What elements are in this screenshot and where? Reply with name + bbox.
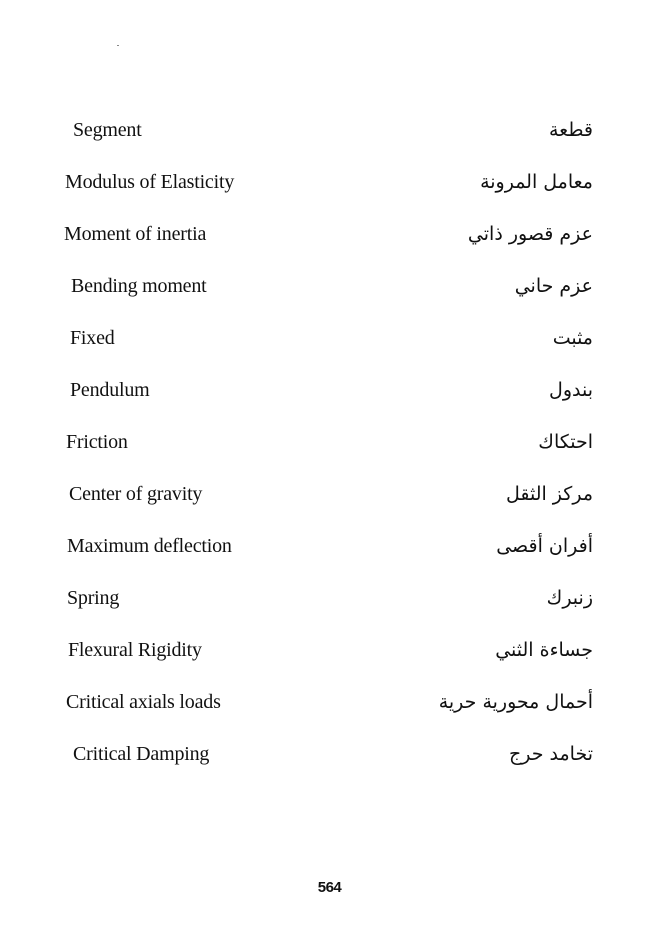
scan-speck <box>117 45 119 46</box>
arabic-term: مثبت <box>552 327 593 349</box>
english-term: Critical Damping <box>73 743 210 765</box>
arabic-term: عزم حاني <box>514 275 593 297</box>
english-term: Critical axials loads <box>66 691 221 713</box>
arabic-term: أحمال محورية حرية <box>438 691 593 713</box>
glossary-row <box>0 530 659 582</box>
english-term: Moment of inertia <box>64 223 207 245</box>
english-term: Spring <box>67 587 120 609</box>
english-term: Flexural Rigidity <box>68 639 202 661</box>
glossary-row <box>0 426 659 478</box>
glossary-row <box>0 374 659 426</box>
english-term: Center of gravity <box>69 483 203 505</box>
glossary-row <box>0 218 659 270</box>
glossary-row <box>0 322 659 374</box>
glossary-row <box>0 166 659 218</box>
glossary-row <box>0 634 659 686</box>
page-number: 564 <box>317 879 342 896</box>
arabic-term: احتكاك <box>538 431 593 453</box>
english-term: Fixed <box>70 327 115 349</box>
arabic-term: معامل المرونة <box>480 171 593 193</box>
arabic-term: زنبرك <box>546 587 593 609</box>
glossary-row <box>0 686 659 738</box>
english-term: Pendulum <box>70 379 150 401</box>
english-term: Friction <box>66 431 128 453</box>
glossary-row <box>0 582 659 634</box>
glossary-row <box>0 478 659 530</box>
arabic-term: تخامد حرج <box>508 743 593 765</box>
arabic-term: عزم قصور ذاتي <box>467 223 593 245</box>
english-term: Segment <box>73 119 142 141</box>
arabic-term: قطعة <box>548 119 593 141</box>
english-term: Modulus of Elasticity <box>65 171 235 193</box>
english-term: Maximum deflection <box>67 535 232 557</box>
glossary-list <box>0 114 659 790</box>
glossary-row <box>0 114 659 166</box>
arabic-term: مركز الثقل <box>505 483 593 505</box>
glossary-row <box>0 738 659 790</box>
arabic-term: بندول <box>549 379 593 401</box>
arabic-term: جساءة الثني <box>495 639 593 661</box>
glossary-row <box>0 270 659 322</box>
arabic-term: أفران أقصى <box>496 535 593 557</box>
english-term: Bending moment <box>71 275 207 297</box>
